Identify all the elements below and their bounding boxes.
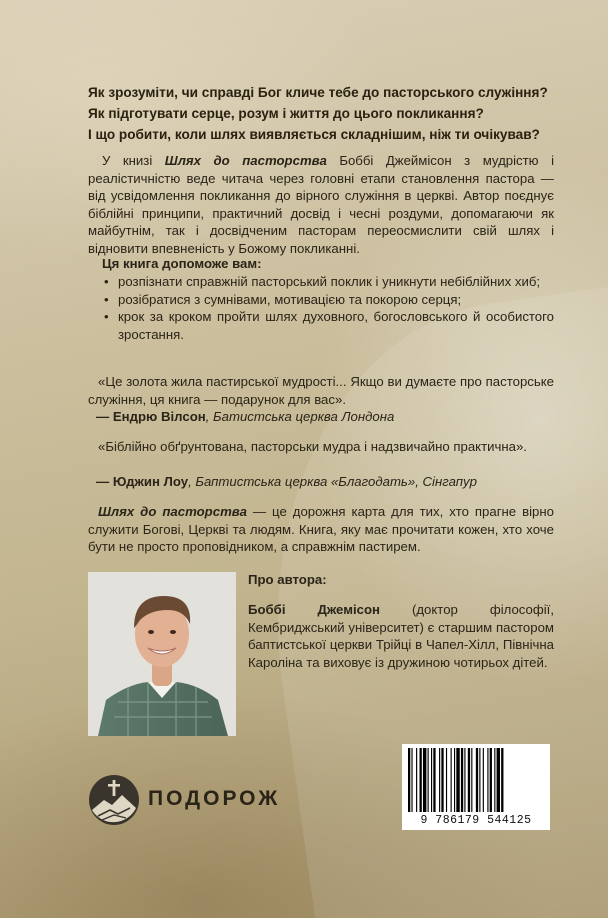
barcode-stripe [454, 748, 455, 812]
barcode-stripe [441, 748, 443, 812]
help-item-3 [88, 308, 554, 343]
bullet-icon: • [104, 309, 109, 325]
author-photo [88, 572, 236, 736]
help-item-text: розпізнати справжній пасторський поклик і уникнути небіблійних хиб; [118, 274, 541, 289]
bullet-icon: • [104, 274, 109, 289]
barcode-stripe [494, 748, 495, 812]
quote-1-author: Ендрю Вілсон [112, 409, 206, 424]
help-item-2 [88, 291, 554, 309]
intro-text: Боббі Джеймісон з мудрістю і реалістичністю веде читача через головні етапи становлення пастора — від усвідомлення покликання до вірного служіння в церкві. Автор поєднує біблійні принципи, практичний досвід і чесні роздуми, допомагаючи як майбутнім, так і досвідченим пасторам переосмислити свій шлях і відновити впевненість у Божому покликанні. [88, 153, 555, 256]
barcode-stripe [411, 748, 412, 812]
barcode-stripe [490, 748, 492, 812]
barcode-stripe [497, 748, 500, 812]
quote-2-attribution [96, 473, 477, 491]
author-name: Боббі Джемісон [248, 602, 380, 617]
barcode-stripe [476, 748, 478, 812]
help-item-text: розібратися з сумнівами, мотивацією та покорою серця; [118, 291, 462, 307]
about-author-heading: Про автора: [248, 572, 327, 587]
barcode-stripe [433, 748, 435, 812]
quote-2-source: , Баптистська церква «Благодать», Сінгапур [188, 474, 477, 489]
barcode-stripe [501, 748, 503, 812]
barcode-stripe [446, 748, 447, 812]
barcode-stripe [416, 748, 417, 812]
barcode-stripe [451, 748, 452, 812]
lead-questions [88, 82, 558, 145]
barcode-bars [402, 744, 550, 816]
quote-1-dash: — [96, 409, 113, 424]
barcode-stripe [479, 748, 480, 812]
barcode-stripe [461, 748, 463, 812]
barcode-stripe [456, 748, 459, 812]
help-list [88, 273, 554, 343]
question-2: Як підготувати серце, розум і життя до цього покликання? [88, 106, 484, 121]
barcode-stripe [464, 748, 465, 812]
isbn-barcode [402, 744, 550, 830]
closing-paragraph [88, 503, 554, 556]
intro-lead: У книзі [102, 153, 165, 168]
author-bio [248, 601, 554, 671]
barcode-stripe [468, 748, 470, 812]
barcode-stripe [487, 748, 488, 812]
barcode-stripe [423, 748, 426, 812]
barcode-digits: 9 786179 544125 [420, 814, 532, 827]
closing-text: — це дорожня карта для тих, хто прагне вірно служити Богові, Церкві та людям. Книга, яку має прочитати кожен, хто хоче бути не просто проповідником, а справжнім пастирем. [88, 504, 554, 555]
quote-2-dash: — [96, 474, 113, 489]
barcode-stripe [439, 748, 440, 812]
bullet-icon: • [104, 291, 109, 307]
barcode-stripe [431, 748, 432, 812]
author-bio-text: (доктор філософії, Кембриджський університет) є старшим пастором баптистської церкви Трійці в Чапел-Хілл, Північна Кароліна та виховує із дружиною чотирьох дітей. [248, 602, 554, 670]
quote-2: «Біблійно обґрунтована, пасторськи мудра і надзвичайно практична». [98, 439, 527, 454]
mountain-cross-icon [88, 774, 140, 826]
quote-1: «Це золота жила пастирської мудрості... Якщо ви думаєте про пасторське служіння, ця книга — подарунок для вас». [88, 374, 554, 407]
question-3: І що робити, коли шлях виявляється складнішим, ніж ти очікував? [88, 127, 540, 142]
help-item-1 [88, 273, 554, 291]
help-item-text: крок за кроком пройти шлях духовного, богословського й особистого зростання. [118, 309, 554, 342]
barcode-stripe [420, 748, 422, 812]
quote-2-author: Юджин Лоу [112, 474, 189, 489]
help-title: Ця книга допоможе вам: [102, 256, 262, 271]
question-1: Як зрозуміти, чи справді Бог кличе тебе до пасторського служіння? [88, 85, 548, 100]
intro-book-title: Шлях до пасторства [164, 153, 327, 168]
intro-paragraph [88, 152, 554, 258]
quote-1-source: , Батистська церква Лондона [205, 409, 395, 424]
barcode-stripe [428, 748, 429, 812]
barcode-stripe [408, 748, 410, 812]
barcode-stripe [483, 748, 484, 812]
closing-book-title: Шлях до пасторства [98, 504, 247, 519]
barcode-stripe [471, 748, 472, 812]
publisher-name: ПОДОРОЖ [148, 787, 281, 810]
quote-1-attribution [96, 408, 394, 426]
